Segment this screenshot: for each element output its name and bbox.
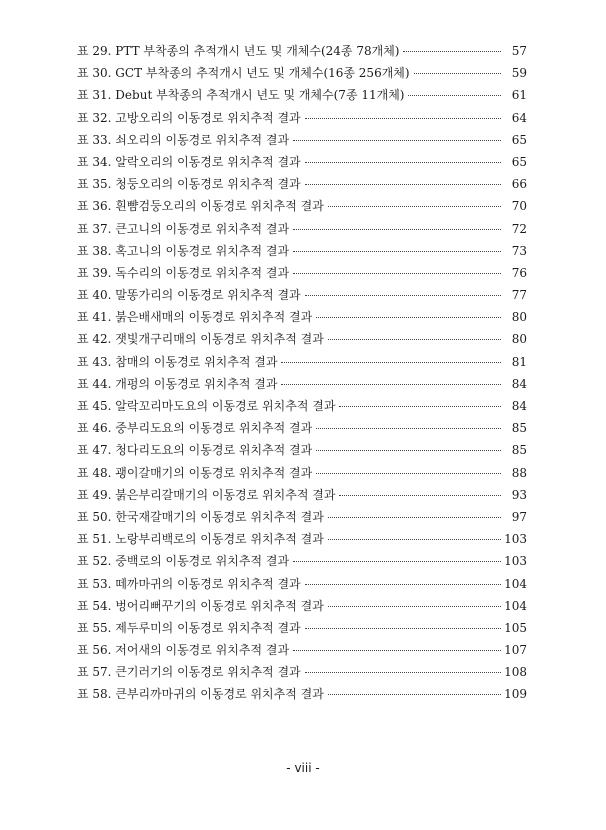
- toc-leader-dots: [305, 672, 501, 673]
- toc-entry[interactable]: [77, 486, 527, 508]
- toc-entry-label: 표 56. 저어새의 이동경로 위치추적 결과: [77, 643, 290, 658]
- toc-entry-page-number: 66: [511, 177, 527, 192]
- toc-entry-page-number: 104: [504, 576, 527, 591]
- toc-leader-dots: [305, 628, 501, 629]
- toc-leader-dots: [316, 317, 501, 318]
- toc-entry[interactable]: [77, 86, 527, 108]
- toc-entry-label: 표 32. 고방오리의 이동경로 위치추적 결과: [77, 110, 301, 125]
- toc-entry-page-number: 107: [504, 643, 527, 658]
- toc-entry-label: 표 50. 한국재갈매기의 이동경로 위치추적 결과: [77, 509, 324, 524]
- toc-entry[interactable]: [77, 153, 527, 175]
- toc-entry-label: 표 52. 중백로의 이동경로 위치추적 결과: [77, 554, 290, 569]
- toc-leader-dots: [328, 539, 501, 540]
- toc-entry-label: 표 34. 알락오리의 이동경로 위치추적 결과: [77, 154, 301, 169]
- toc-entry-page-number: 108: [504, 665, 527, 680]
- toc-entry[interactable]: [77, 441, 527, 463]
- toc-entry-label: 표 54. 벙어리뻐꾸기의 이동경로 위치추적 결과: [77, 598, 324, 613]
- toc-entry-page-number: 104: [504, 598, 527, 613]
- toc-entry-page-number: 72: [511, 221, 527, 236]
- toc-entry-label: 표 49. 붉은부리갈매기의 이동경로 위치추적 결과: [77, 487, 336, 502]
- toc-entry[interactable]: [77, 663, 527, 685]
- table-of-contents: [77, 42, 527, 708]
- toc-leader-dots: [339, 406, 501, 407]
- toc-entry-page-number: 61: [511, 88, 527, 103]
- toc-entry-page-number: 57: [511, 44, 527, 58]
- toc-leader-dots: [339, 495, 501, 496]
- toc-entry[interactable]: [77, 42, 527, 64]
- toc-entry[interactable]: [77, 175, 527, 197]
- toc-leader-dots: [305, 295, 501, 296]
- toc-entry[interactable]: [77, 308, 527, 330]
- toc-entry-page-number: 84: [511, 399, 527, 413]
- toc-leader-dots: [293, 140, 501, 141]
- toc-entry-page-number: 103: [504, 554, 527, 569]
- toc-leader-dots: [293, 650, 501, 651]
- toc-entry[interactable]: [77, 552, 527, 574]
- toc-entry-label: 표 43. 참매의 이동경로 위치추적 결과: [77, 354, 278, 369]
- toc-entry-label: 표 37. 큰고니의 이동경로 위치추적 결과: [77, 221, 290, 236]
- toc-entry[interactable]: [77, 330, 527, 352]
- toc-entry-page-number: 77: [511, 288, 527, 303]
- toc-entry[interactable]: [77, 353, 527, 375]
- toc-leader-dots: [328, 694, 501, 695]
- toc-entry[interactable]: [77, 264, 527, 286]
- toc-entry[interactable]: [77, 286, 527, 308]
- toc-entry[interactable]: [77, 419, 527, 441]
- toc-leader-dots: [328, 339, 501, 340]
- toc-leader-dots: [293, 251, 501, 252]
- toc-leader-dots: [305, 118, 501, 119]
- toc-leader-dots: [328, 517, 501, 518]
- toc-leader-dots: [305, 184, 501, 185]
- toc-entry[interactable]: [77, 597, 527, 619]
- toc-leader-dots: [414, 73, 501, 74]
- toc-entry-label: 표 48. 괭이갈매기의 이동경로 위치추적 결과: [77, 465, 313, 480]
- toc-entry[interactable]: [77, 220, 527, 242]
- toc-entry-page-number: 70: [511, 199, 527, 214]
- toc-leader-dots: [293, 229, 501, 230]
- toc-entry-label: 표 47. 청다리도요의 이동경로 위치추적 결과: [77, 443, 313, 458]
- toc-entry-label: 표 58. 큰부리까마귀의 이동경로 위치추적 결과: [77, 687, 324, 702]
- toc-entry-label: 표 33. 쇠오리의 이동경로 위치추적 결과: [77, 132, 290, 147]
- toc-entry-page-number: 59: [511, 66, 527, 81]
- toc-leader-dots: [328, 606, 501, 607]
- toc-entry-label: 표 36. 흰뺨검둥오리의 이동경로 위치추적 결과: [77, 199, 324, 214]
- toc-entry-label: 표 31. Debut 부착종의 추적개시 년도 및 개체수(7종 11개체): [77, 88, 405, 103]
- toc-entry-page-number: 105: [504, 620, 527, 635]
- toc-entry-label: 표 30. GCT 부착종의 추적개시 년도 및 개체수(16종 256개체): [77, 66, 410, 81]
- toc-leader-dots: [316, 450, 501, 451]
- toc-entry-page-number: 84: [511, 376, 527, 391]
- toc-leader-dots: [316, 473, 501, 474]
- toc-entry-page-number: 65: [511, 132, 527, 147]
- toc-entry[interactable]: [77, 64, 527, 86]
- toc-leader-dots: [328, 206, 501, 207]
- toc-entry-label: 표 44. 개펑의 이동경로 위치추적 결과: [77, 376, 278, 391]
- toc-entry[interactable]: [77, 397, 527, 419]
- toc-entry-label: 표 51. 노랑부리백로의 이동경로 위치추적 결과: [77, 532, 324, 547]
- toc-entry[interactable]: [77, 109, 527, 131]
- toc-entry-page-number: 109: [504, 687, 527, 702]
- toc-entry-page-number: 93: [511, 487, 527, 502]
- toc-leader-dots: [305, 162, 501, 163]
- toc-leader-dots: [305, 584, 501, 585]
- toc-entry[interactable]: [77, 619, 527, 641]
- toc-entry-label: 표 29. PTT 부착종의 추적개시 년도 및 개체수(24종 78개체): [77, 44, 400, 58]
- toc-entry-label: 표 40. 말똥가리의 이동경로 위치추적 결과: [77, 288, 301, 303]
- toc-entry-label: 표 53. 떼까마귀의 이동경로 위치추적 결과: [77, 576, 301, 591]
- page-number-footer: - viii -: [286, 761, 320, 775]
- toc-entry-label: 표 45. 알락꼬리마도요의 이동경로 위치추적 결과: [77, 399, 336, 413]
- toc-entry-page-number: 97: [511, 509, 527, 524]
- toc-entry-label: 표 38. 혹고니의 이동경로 위치추적 결과: [77, 243, 290, 258]
- toc-entry-page-number: 73: [511, 243, 527, 258]
- toc-entry-page-number: 85: [511, 421, 527, 436]
- toc-entry-page-number: 88: [511, 465, 527, 480]
- toc-entry[interactable]: [77, 464, 527, 486]
- toc-entry-page-number: 76: [511, 265, 527, 280]
- toc-entry[interactable]: [77, 131, 527, 153]
- toc-entry[interactable]: [77, 530, 527, 552]
- toc-entry-page-number: 80: [511, 332, 527, 347]
- toc-leader-dots: [281, 362, 501, 363]
- toc-entry-page-number: 103: [504, 532, 527, 547]
- toc-entry[interactable]: [77, 375, 527, 397]
- toc-leader-dots: [408, 95, 501, 96]
- toc-entry-page-number: 85: [511, 443, 527, 458]
- toc-leader-dots: [316, 428, 501, 429]
- toc-entry[interactable]: [77, 641, 527, 663]
- toc-entry-label: 표 35. 청둥오리의 이동경로 위치추적 결과: [77, 177, 301, 192]
- toc-entry-page-number: 81: [511, 354, 527, 369]
- toc-leader-dots: [293, 273, 501, 274]
- toc-entry-label: 표 57. 큰기러기의 이동경로 위치추적 결과: [77, 665, 301, 680]
- toc-entry[interactable]: [77, 197, 527, 219]
- toc-entry[interactable]: [77, 685, 527, 707]
- toc-entry-page-number: 80: [511, 310, 527, 325]
- toc-leader-dots: [293, 561, 501, 562]
- toc-entry-page-number: 65: [511, 154, 527, 169]
- toc-entry-label: 표 46. 중부리도요의 이동경로 위치추적 결과: [77, 421, 313, 436]
- toc-leader-dots: [403, 51, 501, 52]
- toc-entry[interactable]: [77, 575, 527, 597]
- toc-entry-label: 표 39. 독수리의 이동경로 위치추적 결과: [77, 265, 290, 280]
- toc-entry-label: 표 42. 잿빛개구리매의 이동경로 위치추적 결과: [77, 332, 324, 347]
- toc-entry[interactable]: [77, 242, 527, 264]
- toc-entry[interactable]: [77, 508, 527, 530]
- toc-entry-page-number: 64: [511, 110, 527, 125]
- toc-leader-dots: [281, 384, 501, 385]
- toc-entry-label: 표 41. 붉은배새매의 이동경로 위치추적 결과: [77, 310, 313, 325]
- toc-entry-label: 표 55. 제두루미의 이동경로 위치추적 결과: [77, 620, 301, 635]
